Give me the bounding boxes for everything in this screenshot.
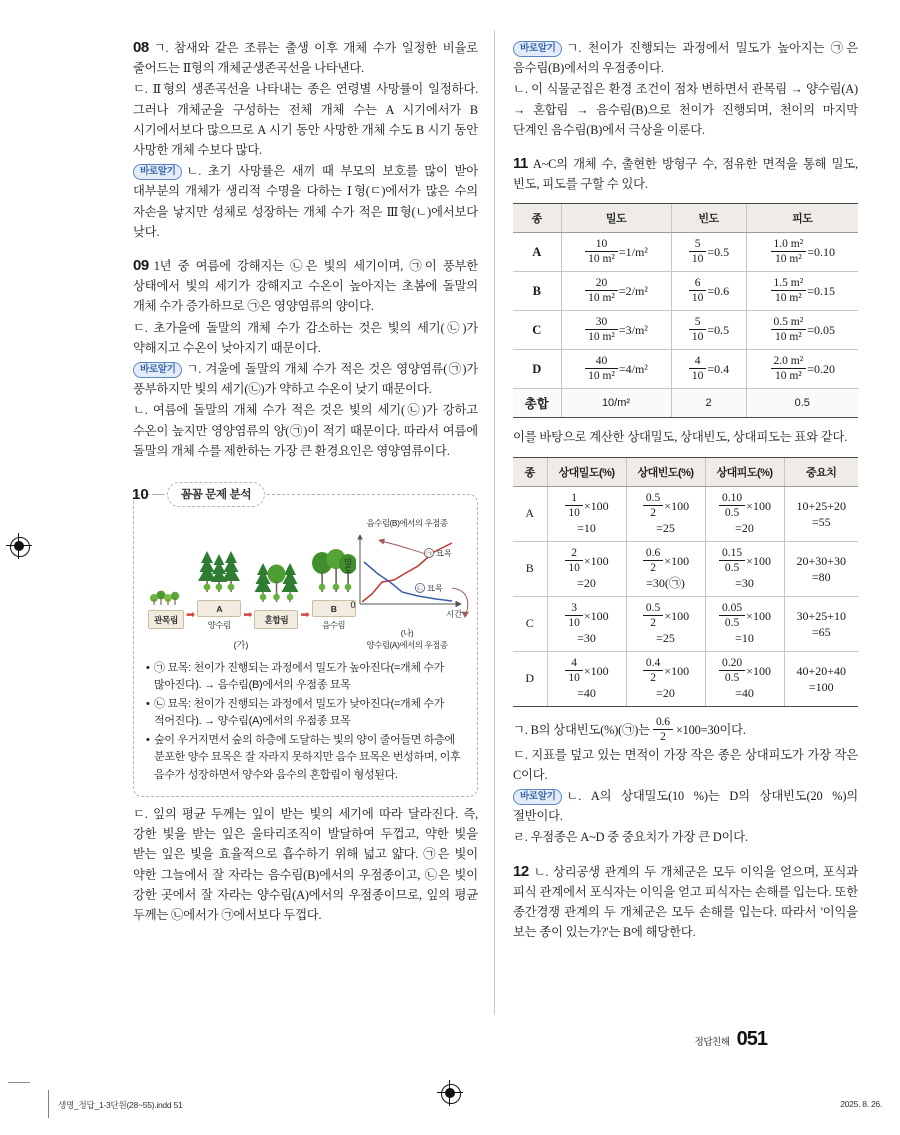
barogalgi-badge: 바로알기 (513, 789, 562, 805)
item-09-text-1: 1년 중 여름에 강해지는 ㉡은 빛의 세기이며, ㉠이 풍부한 상태에서 빛의 세기가 강해지고 수온이 높아지는 초봄에 돌말의 개체 수가 증가하므로 ㉠은 영양염류의 양이다. (133, 259, 478, 314)
footer-section-label: 정답친해 (694, 1037, 730, 1048)
cell-density: $\frac{40}{\text{10 m²}}$ =4/m² (561, 350, 671, 389)
cell-total-cover: 0.5 (746, 389, 858, 418)
cell-density: $\frac{30}{\text{10 m²}}$ =3/m² (561, 311, 671, 350)
bullet-dot-icon: • (146, 697, 150, 710)
item-09-after: ㄴ. 여름에 돌말의 개체 수가 적은 것은 빛의 세기(㉡)가 강하고 수온이 높지만 영양염류의 양(㉠)이 적기 때문이다. 따라서 여름에 돌말의 개체 수를 제한하는 가장 큰 환경요인은 영양염류이다. (133, 403, 478, 458)
cell-cover: $\frac{\text{0.5 m²}}{\text{10 m²}}$ =0.05 (746, 311, 858, 350)
cell-species: D (513, 350, 561, 389)
spacer (513, 141, 858, 154)
table-row (513, 233, 858, 272)
cell-cover: $\frac{\text{2.0 m²}}{\text{10 m²}}$ =0.20 (746, 350, 858, 389)
item-08-para-2: ㄷ. Ⅱ형의 생존곡선을 나타내는 종은 연령별 사망률이 일정하다. 그러나 개체군을 구성하는 전체 개체 수는 A 시기에서가 B 시기에서보다 많으므로 A 시기 동안 사망한 개체 수도 B 시기 동안 사망한 개체 수보다 많다. (133, 82, 478, 158)
item-09-correction (133, 359, 478, 399)
item-10-analysis-block (133, 481, 478, 797)
spacer (133, 462, 478, 475)
column-divider (494, 30, 495, 1015)
stage-a (197, 549, 241, 631)
table-density-frequency-cover (513, 203, 858, 418)
cell-rel-cover: $\frac{0.15}{0.5}$ ×100 =30 (705, 541, 784, 596)
stmt-post-text: ×100=30이다. (675, 722, 746, 737)
cell-density: $\frac{10}{\text{10 m²}}$ =1/m² (561, 233, 671, 272)
bullet-text: 숲이 우거지면서 숲의 하층에 도달하는 빛의 양이 줄어들면 하층에 분포한 양수 묘목은 잘 자라지 못하지만 음수 묘목은 번성하며, 이후 음수가 성장하면서 양수와 음수의 혼합림이 형성된다. (154, 733, 461, 781)
arrow-icon: ➡ (243, 608, 253, 622)
item-09-para-1 (133, 256, 478, 317)
figure-succession (148, 569, 346, 651)
table-row (513, 596, 858, 651)
cell-rel-density: $\frac{1}{10}$ ×100 =10 (547, 486, 626, 541)
succession-row (148, 569, 346, 631)
table-row (513, 311, 858, 350)
stage-label-box: 관목림 (148, 610, 184, 629)
cell-frequency: $\frac{5}{10}$ =0.5 (671, 233, 746, 272)
cell-rel-frequency: $\frac{0.4}{2}$ ×100 =20 (626, 651, 705, 706)
table-relative-values (513, 457, 858, 707)
stage-label-box: B (312, 600, 356, 617)
svg-text:묘목: 묘목 (436, 549, 452, 559)
item-08-para-1 (133, 38, 478, 78)
item-11-statement-last: ㄹ. 우점종은 A~D 중 중요치가 가장 큰 D이다. (513, 830, 748, 845)
fraction-numerator: 0.6 (655, 715, 670, 728)
stage-label-box: A (197, 600, 241, 617)
connector-dash (153, 494, 163, 495)
print-margin-bar (48, 1090, 49, 1118)
bullet-text: ㉠ 묘목: 천이가 진행되는 과정에서 밀도가 높아진다(=개체 수가 많아진다). → 음수림(B)에서의 우점종 묘목 (154, 662, 445, 692)
item-11-intro (513, 154, 858, 194)
bullet-dot-icon: • (146, 733, 150, 746)
cell-total-density: 10/m² (561, 389, 671, 418)
item-11-number: 11 (513, 155, 528, 173)
table-row (513, 541, 858, 596)
spacer (513, 849, 858, 862)
stage-shrub (148, 583, 184, 631)
graph-top-annotation: 음수림(B)에서의 우점종 (366, 518, 448, 529)
item-11-correction (513, 786, 858, 826)
table2-header-importance: 중요치 (784, 457, 858, 486)
table2-header-row (513, 457, 858, 486)
item-08-text-1: ㄱ. 참새와 같은 조류는 출생 이후 개체 수가 일정한 비율로 줄어드는 Ⅱ형의 개체군생존곡선을 나타낸다. (133, 41, 478, 76)
item-08-correction (133, 161, 478, 242)
graph-bottom-annotation: 양수림(A)에서의 우점종 (366, 640, 448, 651)
item-11-correction-text: ㄴ. A의 상대밀도(10 %)는 D의 상대빈도(20 %)의 절반이다. (513, 789, 858, 824)
svg-text:㉡: ㉡ (416, 586, 424, 594)
table-row (513, 651, 858, 706)
cell-species: B (513, 541, 547, 596)
cell-frequency: $\frac{5}{10}$ =0.5 (671, 311, 746, 350)
left-column (133, 38, 478, 926)
svg-text:0: 0 (350, 600, 356, 611)
svg-text:시간: 시간 (446, 609, 463, 620)
table2-header-species: 종 (513, 457, 547, 486)
table-row (513, 486, 858, 541)
shrub-icon (148, 583, 184, 605)
barogalgi-badge: 바로알기 (133, 362, 182, 378)
item-12-para (513, 862, 858, 943)
figure-a-caption: (가) (233, 640, 249, 651)
analysis-body (133, 494, 478, 797)
cell-species: C (513, 596, 547, 651)
bullet-dot-icon: • (146, 662, 150, 675)
item-08-correction-text: ㄴ. 초기 사망률은 새끼 때 부모의 보호를 많이 받아 대부분의 개체가 생리적 수명을 다하는 Ⅰ형(ㄷ)에서가 많은 수의 자손을 낳지만 성체로 성장하는 개체 수가 적은 Ⅲ형(ㄴ)에서보다 낮다. (133, 164, 478, 239)
item-11-mid-text: 이를 바탕으로 계산한 상대밀도, 상대빈도, 상대피도는 표와 같다. (513, 430, 848, 445)
table1-header-row (513, 204, 858, 233)
cell-rel-cover: $\frac{0.10}{0.5}$ ×100 =20 (705, 486, 784, 541)
item-12-number: 12 (513, 862, 529, 880)
registration-mark-left (6, 533, 32, 559)
cell-density: $\frac{20}{\text{10 m²}}$ =2/m² (561, 272, 671, 311)
cell-importance: 30+25+10 =65 (784, 596, 858, 651)
cell-rel-frequency: $\frac{0.5}{2}$ ×100 =25 (626, 486, 705, 541)
cell-rel-density: $\frac{2}{10}$ ×100 =20 (547, 541, 626, 596)
mixed-forest-icon (254, 559, 298, 605)
stage-label-box: 혼합림 (254, 610, 298, 629)
fraction-denominator: 2 (653, 729, 673, 744)
item-11-statement-fraction (513, 716, 858, 744)
stmt-pre-text: ㄱ. B의 상대빈도(%)(㉠)는 (513, 722, 650, 737)
analysis-header (132, 481, 478, 507)
cell-rel-cover: $\frac{0.20}{0.5}$ ×100 =40 (705, 651, 784, 706)
inline-fraction (653, 716, 673, 744)
cell-species: B (513, 272, 561, 311)
analysis-badge: 꼼꼼 문제 분석 (167, 482, 265, 507)
cell-rel-cover: $\frac{0.05}{0.5}$ ×100 =10 (705, 596, 784, 651)
cell-importance: 10+25+20 =55 (784, 486, 858, 541)
svg-text:밀도: 밀도 (343, 558, 353, 574)
table-row (513, 272, 858, 311)
cell-species: C (513, 311, 561, 350)
barogalgi-badge: 바로알기 (513, 41, 562, 57)
table2-header-rel-frequency: 상대빈도(%) (626, 457, 705, 486)
item-09-number: 09 (133, 257, 149, 275)
table1-header-frequency: 빈도 (671, 204, 746, 233)
cell-frequency: $\frac{6}{10}$ =0.6 (671, 272, 746, 311)
item-09-para-2: ㄷ. 초가을에 돌말의 개체 수가 감소하는 것은 빛의 세기(㉡)가 약해지고 수온이 낮아지기 때문이다. (133, 320, 478, 355)
spacer (133, 797, 478, 804)
item-09-correction-text: ㄱ. 겨울에 돌말의 개체 수가 적은 것은 영양염류(㉠)가 풍부하지만 빛의 세기(㉡)가 약하고 수온이 낮기 때문이다. (133, 362, 478, 397)
bullet-text: ㉡ 묘목: 천이가 진행되는 과정에서 밀도가 낮아진다(=개체 수가 적어진다). → 양수림(A)에서의 우점종 묘목 (154, 697, 445, 728)
figure-b-caption: (나) (400, 628, 414, 639)
page-number: 051 (736, 1028, 767, 1050)
cell-cover: $\frac{\text{1.0 m²}}{\text{10 m²}}$ =0.10 (746, 233, 858, 272)
item-10-correction (513, 38, 858, 78)
cell-total-label: 총합 (513, 389, 561, 418)
cell-cover: $\frac{\text{1.5 m²}}{\text{10 m²}}$ =0.15 (746, 272, 858, 311)
item-10-after: ㄷ. 잎의 평균 두께는 잎이 받는 빛의 세기에 따라 달라진다. 즉, 강한 빛을 받는 잎은 울타리조직이 발달하여 두껍고, 약한 빛을 받는 잎은 빛을 효율적으로 흡수하기 위해 넓고 얇다. ㉠은 빛이 약한 그늘에서 잘 자라는 음수림(B)에서의 우점종이고, ㉡은 빛이 강한 곳에서 잘 자라는 양수림(A)에서의 우점종이므로, 잎의 평균 두께는 ㉡에서가 ㉠에서보다 두껍다. (133, 806, 478, 922)
cell-species: A (513, 486, 547, 541)
stage-sub-label: 양수림 (207, 620, 231, 631)
print-date: 2025. 8. 26. (840, 1099, 882, 1109)
cell-total-frequency: 2 (671, 389, 746, 418)
arrow-icon: ➡ (300, 608, 310, 622)
conifer-tall-icon (197, 549, 241, 595)
cell-rel-density: $\frac{4}{10}$ ×100 =40 (547, 651, 626, 706)
item-10-cont-after: ㄴ. 이 식물군집은 환경 조건이 점차 변하면서 관목림 → 양수림(A) → 혼합림 → 음수림(B)으로 천이가 진행되며, 천이의 마지막 단계인 음수림(B)에서 극상을 이룬다. (513, 82, 858, 137)
arrow-icon: ➡ (186, 608, 196, 622)
table1-header-density: 밀도 (561, 204, 671, 233)
barogalgi-badge: 바로알기 (133, 164, 182, 180)
item-12-text: ㄴ. 상리공생 관계의 두 개체군은 모두 이익을 얻으며, 포식과 피식 관계에서 포식자는 이익을 얻고 피식자는 손해를 입는다. 또한 종간경쟁 관계의 두 개체군은 모두 손해를 입는다. 따라서 '이익을 보는 종이 있는가?'는 B에 해당한다. (513, 864, 858, 940)
density-time-chart (334, 530, 480, 622)
analysis-figures (146, 517, 465, 651)
item-11-statement-c: ㄷ. 지표를 덮고 있는 면적이 가장 작은 종은 상대피도가 가장 작은 C이다. (513, 747, 858, 782)
item-08-number: 08 (133, 39, 149, 56)
cell-frequency: $\frac{4}{10}$ =0.4 (671, 350, 746, 389)
page-footer (695, 1028, 767, 1051)
trim-mark (8, 1082, 30, 1083)
stage-mixed (254, 559, 298, 631)
cell-rel-density: $\frac{3}{10}$ ×100 =30 (547, 596, 626, 651)
spacer (133, 243, 478, 256)
table1-header-species: 종 (513, 204, 561, 233)
item-10-number: 10 (132, 485, 149, 503)
svg-text:㉠: ㉠ (425, 551, 433, 559)
item-11-intro-text: A~C의 개체 수, 출현한 방형구 수, 점유한 면적을 통해 밀도, 빈도, 피도를 구할 수 있다. (513, 157, 858, 192)
registration-mark-footer (437, 1080, 463, 1106)
table2-header-rel-density: 상대밀도(%) (547, 457, 626, 486)
table-total-row (513, 389, 858, 418)
analysis-bullet (146, 732, 465, 784)
cell-rel-frequency: $\frac{0.5}{2}$ ×100 =25 (626, 596, 705, 651)
analysis-bullets (146, 660, 465, 784)
table1-header-cover: 피도 (746, 204, 858, 233)
stage-sub-label: 음수림 (322, 620, 346, 631)
table2-header-rel-cover: 상대피도(%) (705, 457, 784, 486)
table-row (513, 350, 858, 389)
svg-text:묘목: 묘목 (427, 584, 443, 594)
analysis-bullet (146, 696, 465, 731)
item-10-correction-text: ㄱ. 천이가 진행되는 과정에서 밀도가 높아지는 ㉠은 음수림(B)에서의 우점종이다. (513, 41, 858, 76)
cell-rel-frequency: $\frac{0.6}{2}$ ×100 =30(㉠) (626, 541, 705, 596)
cell-species: A (513, 233, 561, 272)
analysis-bullet (146, 660, 465, 695)
cell-importance: 20+30+30 =80 (784, 541, 858, 596)
figure-density-graph (334, 517, 480, 651)
right-column (513, 38, 858, 943)
cell-importance: 40+20+40 =100 (784, 651, 858, 706)
cell-species: D (513, 651, 547, 706)
print-filename: 생명_정답_1-3단원(28~55).indd 51 (58, 1100, 183, 1110)
